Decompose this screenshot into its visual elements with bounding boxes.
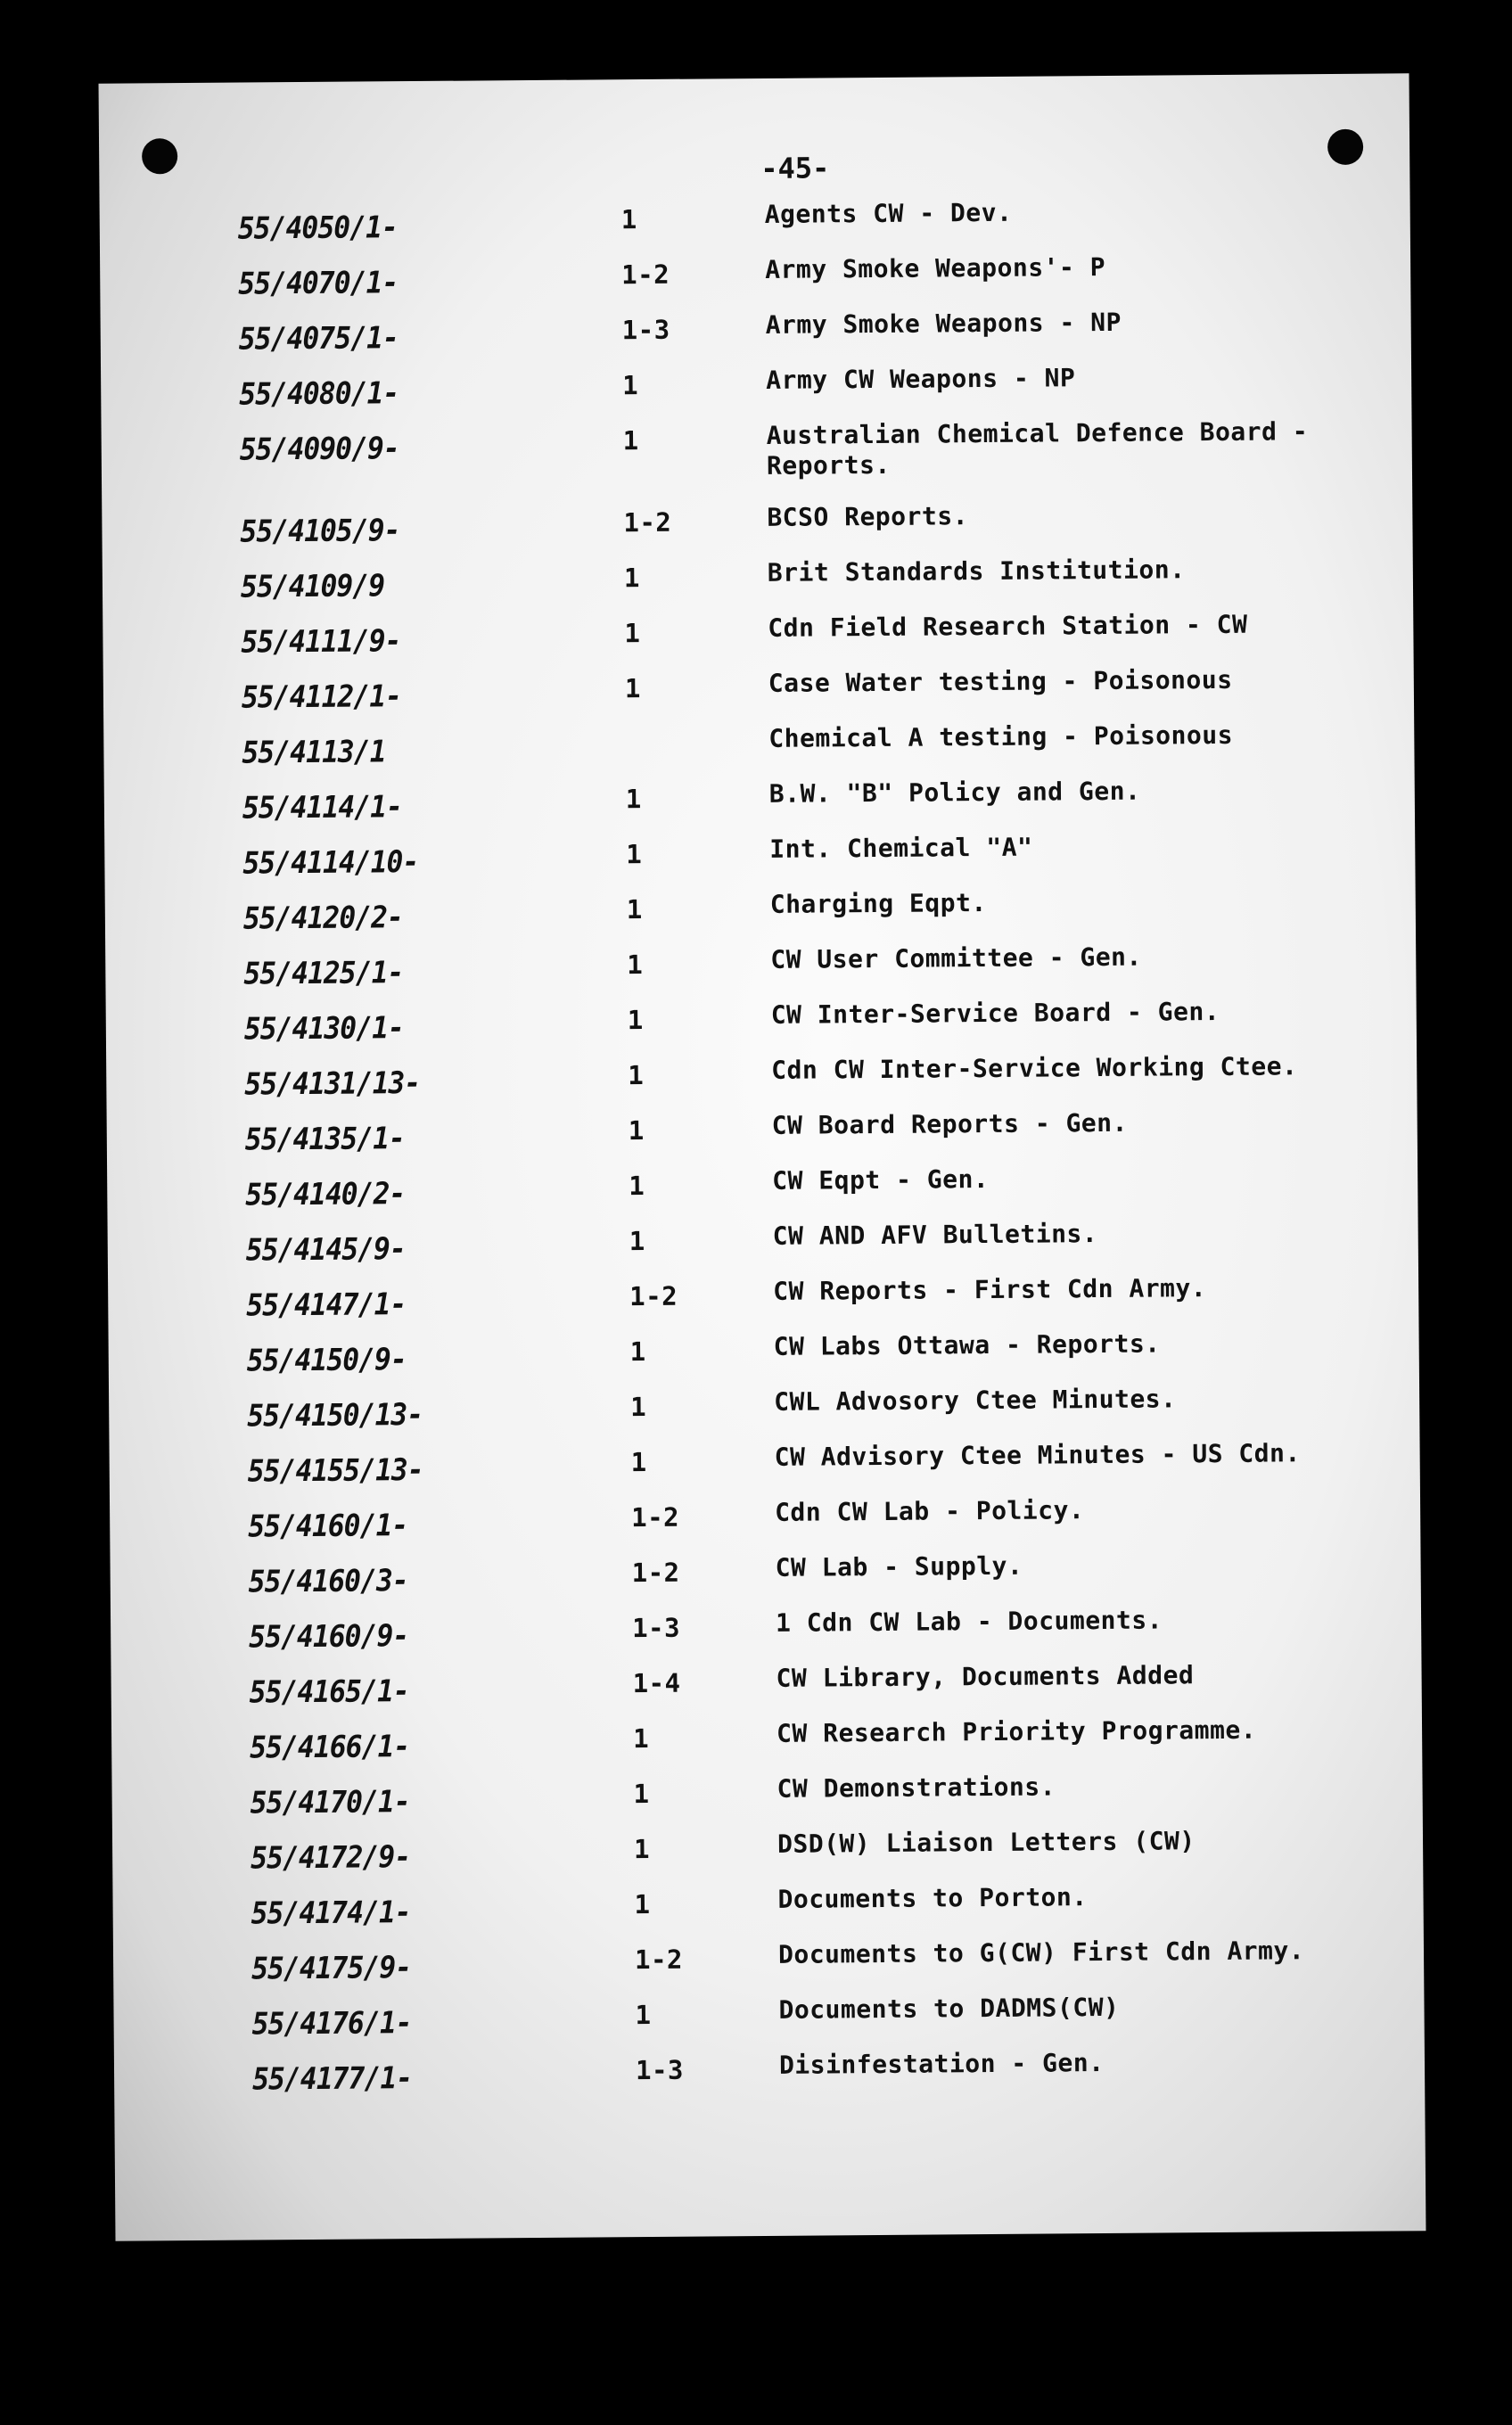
file-number: 55/4166/1- — [250, 1729, 410, 1766]
volume-range: 1 — [630, 1392, 647, 1423]
volume-range: 1 — [633, 1779, 650, 1810]
document-page — [99, 73, 1426, 2240]
file-entry-row — [111, 1603, 1421, 1669]
volume-range: 1-3 — [635, 2054, 685, 2086]
file-subject: CW Eqpt - Gen. — [772, 1164, 990, 1196]
file-subject: Documents to DADMS(CW) — [778, 1992, 1120, 2025]
file-number: 55/4140/2- — [245, 1176, 406, 1213]
file-entry-row — [109, 1327, 1419, 1393]
volume-range: 1 — [622, 425, 639, 456]
volume-range: 1 — [632, 1723, 650, 1755]
file-number: 55/4075/1- — [238, 320, 399, 358]
volume-range: 1 — [624, 618, 641, 649]
file-subject: CW Demonstrations. — [777, 1771, 1056, 1804]
file-subject: CW User Committee - Gen. — [770, 941, 1142, 974]
volume-range: 1 — [622, 370, 639, 401]
volume-range: 1 — [628, 1115, 645, 1147]
file-entry-row — [108, 1271, 1418, 1337]
file-entry-row — [111, 1548, 1421, 1614]
file-number: 55/4160/9- — [249, 1618, 409, 1656]
file-number: 55/4113/1 — [242, 734, 386, 771]
volume-range: 1-3 — [632, 1612, 681, 1644]
file-number: 55/4150/13- — [247, 1396, 423, 1434]
file-number: 55/4177/1- — [251, 2060, 413, 2098]
file-number: 55/4175/9- — [251, 1950, 412, 1987]
file-number: 55/4160/1- — [248, 1508, 408, 1545]
volume-range: 1 — [629, 1171, 645, 1202]
file-number: 55/4135/1- — [244, 1121, 406, 1158]
volume-range: 1 — [626, 894, 643, 925]
volume-range: 1 — [626, 839, 643, 870]
file-subject: Disinfestation - Gen. — [778, 2048, 1105, 2080]
volume-range: 1-2 — [631, 1501, 680, 1533]
file-entry-row — [101, 360, 1411, 426]
volume-range: 1-2 — [629, 1280, 678, 1312]
file-entry-row — [112, 1824, 1423, 1890]
volume-range: 1-3 — [621, 314, 670, 346]
file-entry-row — [102, 415, 1413, 508]
file-entry-row — [113, 1990, 1424, 2056]
file-entry-row — [103, 608, 1413, 674]
file-entry-row — [100, 194, 1410, 260]
file-entry-row — [111, 1714, 1422, 1780]
file-number: 55/4109/9 — [240, 568, 385, 605]
file-number: 55/4112/1- — [241, 678, 402, 716]
volume-range: 1 — [635, 2000, 652, 2031]
file-subject: Cdn CW Inter-Service Working Ctee. — [771, 1051, 1298, 1085]
file-entry-row — [105, 884, 1416, 950]
file-subject: CWL Advosory Ctee Minutes. — [774, 1384, 1177, 1417]
file-subject: Int. Chemical "A" — [769, 832, 1033, 864]
file-number: 55/4050/1- — [237, 210, 399, 247]
volume-range: 1 — [623, 563, 640, 594]
file-entry-row — [113, 1935, 1424, 2001]
file-list — [100, 194, 1426, 2110]
volume-range: 1-2 — [623, 506, 672, 538]
file-entry-row — [108, 1216, 1418, 1282]
file-entry-row — [106, 1050, 1417, 1116]
punch-hole-right — [1327, 129, 1363, 165]
volume-range: 1 — [628, 1060, 645, 1091]
file-subject: CW Lab - Supply. — [775, 1550, 1023, 1582]
file-subject: CW Reports - First Cdn Army. — [773, 1273, 1207, 1306]
file-number: 55/4120/2- — [242, 900, 404, 937]
file-entry-row — [105, 940, 1416, 1006]
file-number: 55/4145/9- — [245, 1231, 407, 1269]
volume-range: 1-2 — [621, 259, 670, 291]
file-entry-row — [109, 1382, 1419, 1448]
file-number: 55/4130/1- — [243, 1010, 405, 1048]
file-number: 55/4165/1- — [249, 1673, 409, 1711]
file-number: 55/4125/1- — [243, 955, 404, 992]
file-entry-row — [104, 829, 1415, 895]
file-subject: 1 Cdn CW Lab - Documents. — [775, 1605, 1163, 1638]
file-entry-row — [106, 995, 1417, 1061]
file-entry-row — [103, 663, 1414, 729]
file-entry-row — [102, 497, 1412, 563]
file-entry-row — [110, 1492, 1420, 1558]
file-subject: CW AND AFV Bulletins. — [772, 1219, 1098, 1251]
file-subject: Cdn Field Research Station - CW — [768, 609, 1248, 643]
file-subject: Australian Chemical Defence Board - Reports. — [766, 416, 1309, 481]
file-entry-row — [110, 1437, 1420, 1503]
file-number: 55/4176/1- — [251, 2005, 412, 2043]
file-subject: Army Smoke Weapons - NP — [765, 307, 1122, 340]
volume-range: 1 — [634, 1889, 651, 1920]
volume-range: 1 — [630, 1447, 647, 1478]
file-subject: BCSO Reports. — [767, 501, 969, 532]
file-number: 55/4111/9- — [241, 623, 401, 661]
volume-range: 1 — [620, 204, 637, 235]
file-subject: CW Labs Ottawa - Reports. — [773, 1328, 1161, 1361]
file-subject: CW Inter-Service Board - Gen. — [770, 996, 1220, 1030]
file-entry-row — [107, 1106, 1418, 1171]
file-number: 55/4150/9- — [246, 1342, 407, 1379]
file-subject: Army Smoke Weapons'- P — [765, 251, 1106, 284]
file-number: 55/4070/1- — [238, 265, 399, 302]
file-number: 55/4170/1- — [250, 1784, 410, 1821]
volume-range: 1 — [629, 1226, 645, 1257]
file-subject: Brit Standards Institution. — [767, 555, 1186, 588]
file-subject: Cdn CW Lab - Policy. — [774, 1495, 1085, 1527]
file-number: 55/4114/1- — [242, 789, 403, 826]
volume-range: 1-4 — [632, 1667, 681, 1699]
file-number: 55/4155/13- — [247, 1451, 423, 1490]
file-entry-row — [114, 2045, 1425, 2111]
file-number: 55/4147/1- — [246, 1286, 407, 1324]
file-entry-row — [104, 774, 1415, 840]
file-subject: Documents to Porton. — [777, 1882, 1088, 1914]
file-subject: B.W. "B" Policy and Gen. — [768, 776, 1141, 809]
file-number: 55/4090/9- — [239, 431, 400, 468]
file-subject: CW Advisory Ctee Minutes - US Cdn. — [774, 1438, 1301, 1472]
file-entry-row — [107, 1161, 1418, 1227]
file-number: 55/4105/9- — [240, 513, 400, 550]
file-subject: Case Water testing - Poisonous — [768, 664, 1233, 698]
file-entry-row — [103, 719, 1414, 785]
file-entry-row — [103, 553, 1413, 619]
file-number: 55/4080/1- — [239, 375, 399, 413]
volume-range: 1 — [627, 949, 644, 981]
file-number: 55/4174/1- — [251, 1895, 411, 1932]
file-entry-row — [111, 1658, 1421, 1724]
volume-range: 1 — [627, 1005, 644, 1036]
file-entry-row — [111, 1769, 1422, 1835]
file-entry-row — [101, 305, 1411, 371]
file-subject: Chemical A testing - Poisonous — [768, 719, 1234, 753]
file-subject: CW Library, Documents Added — [776, 1660, 1195, 1693]
volume-range: 1-2 — [634, 1944, 684, 1976]
volume-range: 1-2 — [631, 1557, 680, 1589]
file-number: 55/4160/3- — [248, 1563, 409, 1600]
file-number: 55/4131/13- — [244, 1065, 421, 1103]
file-subject: Agents CW - Dev. — [764, 197, 1013, 229]
volume-range: 1 — [629, 1336, 646, 1368]
punch-hole-left — [142, 138, 177, 174]
file-subject: DSD(W) Liaison Letters (CW) — [777, 1826, 1196, 1859]
file-subject: CW Research Priority Programme. — [776, 1714, 1257, 1748]
file-subject: Documents to G(CW) First Cdn Army. — [777, 1936, 1305, 1969]
file-entry-row — [112, 1879, 1423, 1945]
page-number: -45- — [760, 151, 830, 185]
file-subject: CW Board Reports - Gen. — [771, 1107, 1129, 1140]
file-number: 55/4172/9- — [251, 1839, 411, 1877]
file-subject: Charging Eqpt. — [769, 888, 987, 919]
volume-range: 1 — [624, 673, 641, 704]
file-subject: Army CW Weapons - NP — [766, 363, 1076, 395]
file-entry-row — [100, 250, 1410, 316]
volume-range: 1 — [625, 784, 642, 815]
volume-range: 1 — [633, 1834, 651, 1865]
file-number: 55/4114/10- — [242, 844, 419, 882]
